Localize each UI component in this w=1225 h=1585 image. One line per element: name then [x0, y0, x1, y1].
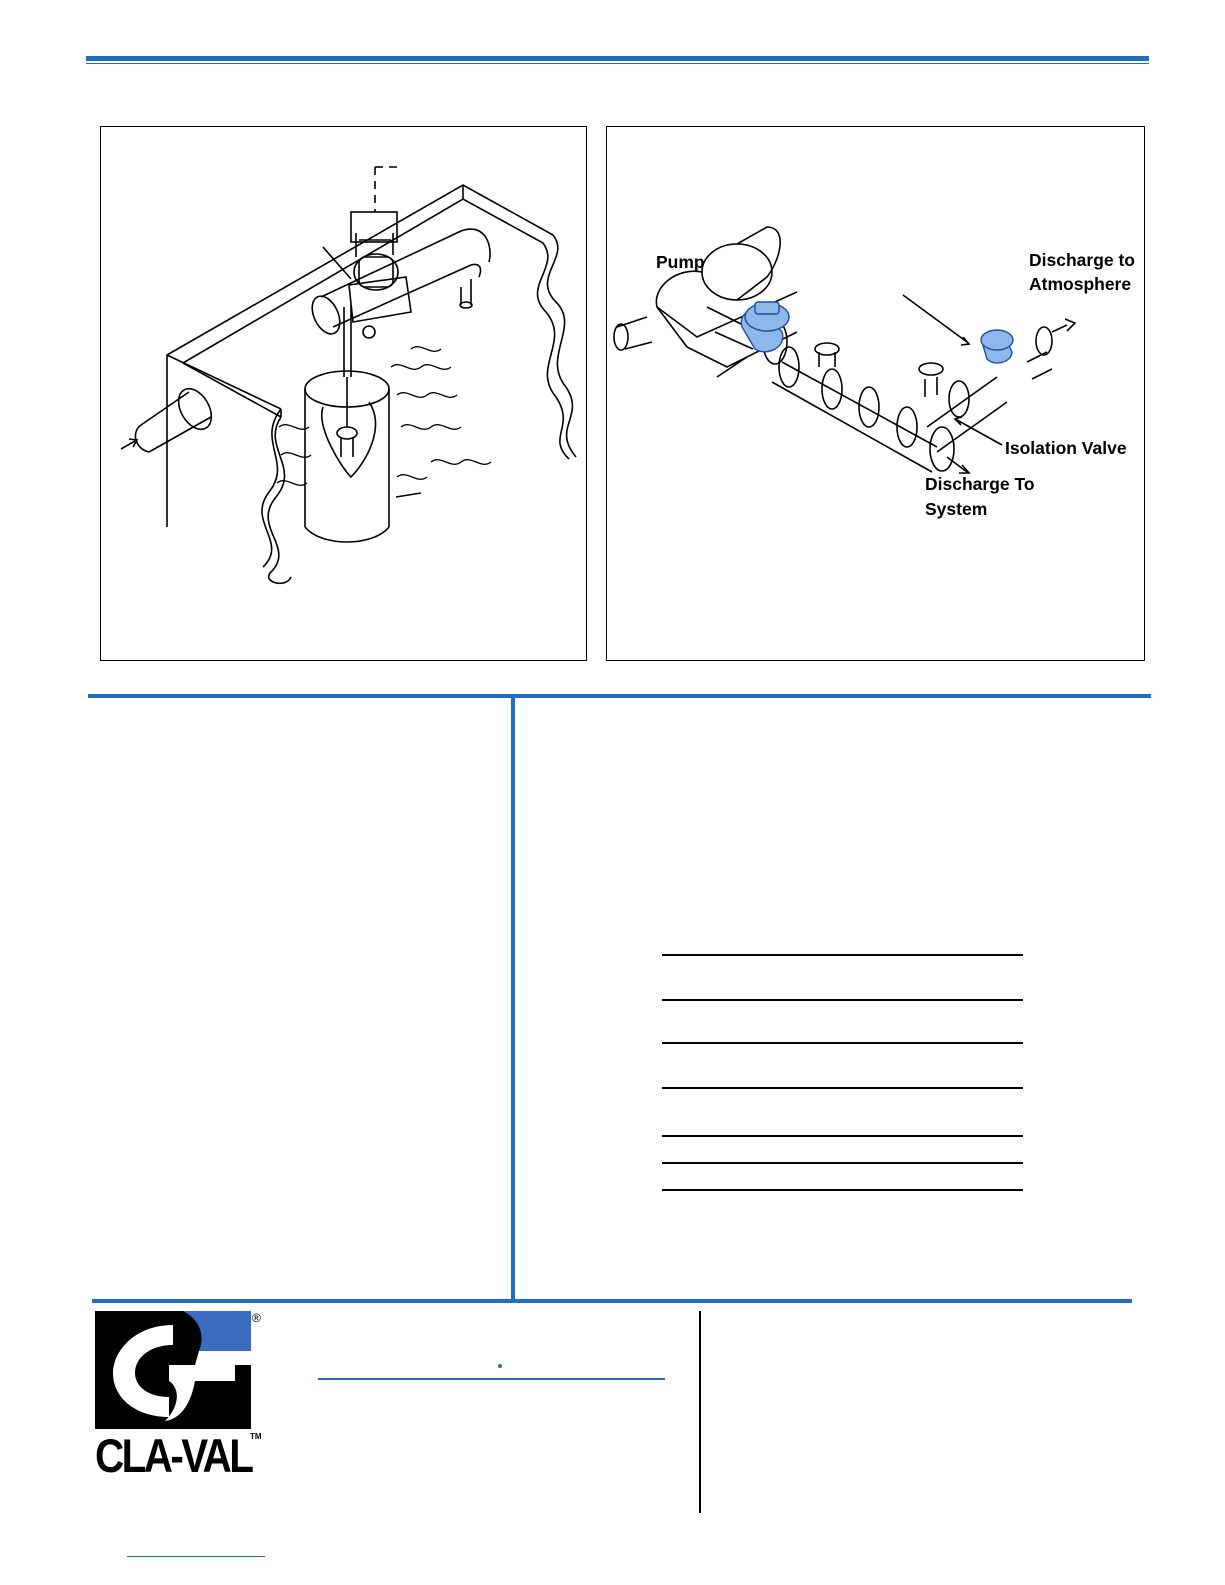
- table-rule: [662, 1087, 1023, 1089]
- pump-label: Pump: [656, 252, 705, 272]
- discharge-system-label-1: Discharge To: [925, 474, 1035, 494]
- section-rule: [88, 694, 1151, 698]
- isolation-valve-label: Isolation Valve: [1005, 438, 1127, 458]
- separator-dot: [498, 1364, 502, 1368]
- brand-logo: [95, 1311, 251, 1429]
- logo-mark-icon: [95, 1311, 251, 1429]
- header-rule-thin: [86, 63, 1149, 64]
- registered-mark: ®: [252, 1311, 261, 1325]
- contact-underline: [318, 1378, 665, 1380]
- brand-name: CLA-VAL: [95, 1429, 252, 1482]
- float-valve-illustration: [101, 127, 588, 662]
- table-rule: [662, 1042, 1023, 1044]
- figure-pump-discharge: [606, 126, 1145, 661]
- footer-divider: [699, 1311, 701, 1513]
- header-rule: [86, 56, 1149, 61]
- pump-discharge-illustration: [607, 127, 1146, 662]
- table-rule: [662, 954, 1023, 956]
- trademark-mark: TM: [250, 1432, 262, 1441]
- discharge-system-label-2: System: [925, 499, 988, 519]
- figure-float-valve: [100, 126, 587, 661]
- discharge-atmosphere-label-2: Atmosphere: [1029, 274, 1132, 294]
- discharge-atmosphere-label-1: Discharge to: [1029, 250, 1135, 270]
- footer-link-underline: [127, 1556, 265, 1557]
- table-rule: [662, 1162, 1023, 1164]
- footer-rule: [92, 1299, 1132, 1303]
- table-rule: [662, 1189, 1023, 1191]
- column-divider: [511, 698, 515, 1300]
- table-rule: [662, 999, 1023, 1001]
- table-rule: [662, 1135, 1023, 1137]
